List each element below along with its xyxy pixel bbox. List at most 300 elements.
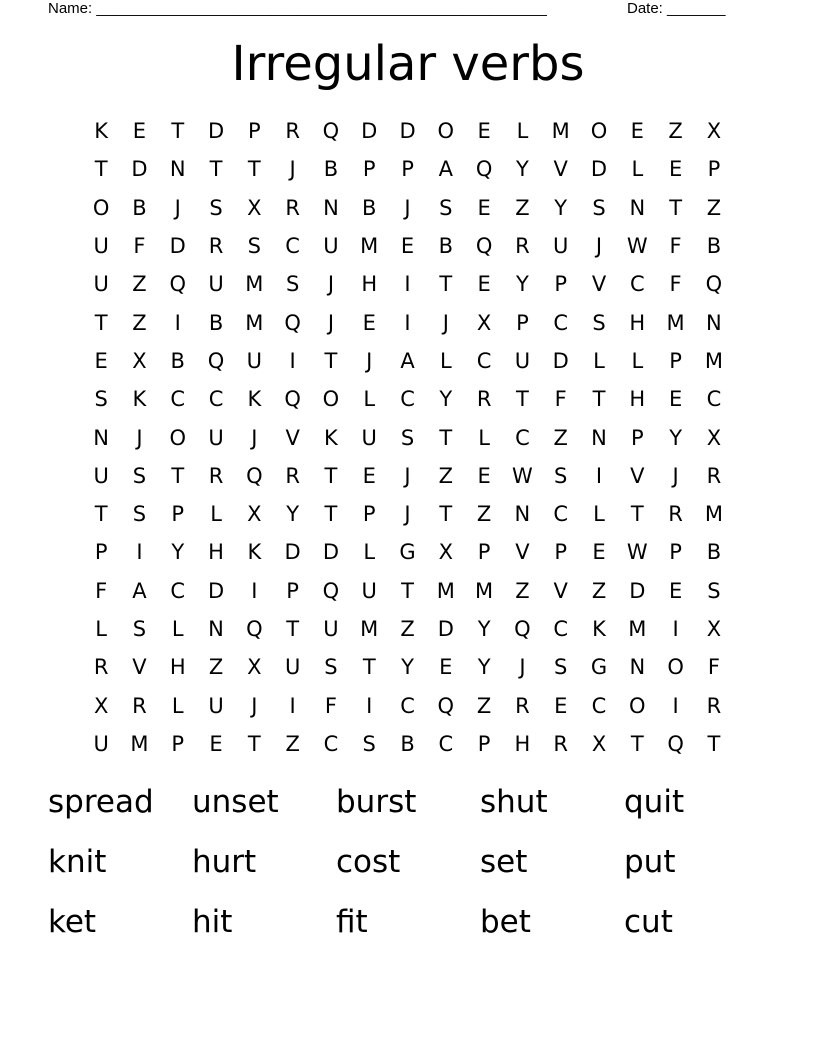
grid-letter: D [322, 540, 340, 565]
grid-letter: U [553, 234, 569, 259]
grid-letter: Q [322, 578, 340, 603]
grid-letter: D [552, 348, 569, 373]
grid-letter: Q [437, 693, 455, 718]
grid-letter: R [93, 655, 109, 680]
grid-letter: Z [553, 425, 568, 450]
word-list-item: hurt [192, 844, 257, 880]
grid-letter: V [553, 578, 568, 603]
grid-letter: N [323, 195, 339, 220]
grid-letter: C [170, 387, 186, 412]
grid-letter: D [207, 119, 225, 144]
grid-letter: T [630, 502, 644, 527]
grid-letter: C [400, 387, 415, 412]
grid-letter: Y [516, 157, 529, 182]
word-list-item: set [480, 844, 528, 880]
grid-letter: E [668, 578, 683, 603]
grid-letter: U [208, 693, 224, 718]
grid-letter: D [284, 540, 301, 565]
grid-letter: U [361, 578, 377, 603]
grid-letter: O [667, 655, 684, 680]
grid-letter: T [94, 157, 108, 182]
grid-letter: R [706, 693, 722, 718]
grid-letter: X [476, 310, 492, 335]
grid-letter: C [208, 387, 224, 412]
grid-letter: J [174, 195, 181, 220]
grid-letter: P [477, 731, 491, 756]
grid-letter: S [400, 425, 415, 450]
grid-letter: M [704, 502, 723, 527]
grid-letter: D [361, 119, 378, 144]
grid-letter: Y [171, 540, 185, 565]
word-list-item: cost [336, 844, 401, 880]
grid-letter: V [553, 157, 568, 182]
grid-letter: Y [477, 617, 491, 641]
grid-letter: M [360, 617, 379, 641]
grid-letter: Z [706, 195, 722, 220]
grid-letter: O [437, 119, 455, 144]
grid-letter: J [366, 348, 373, 373]
grid-letter: X [132, 348, 147, 373]
grid-letter: R [553, 731, 568, 756]
grid-letter: M [130, 731, 149, 756]
grid-letter: L [631, 157, 644, 182]
grid-letter: S [132, 463, 147, 488]
grid-letter: Z [668, 119, 683, 144]
grid-letter: R [515, 234, 530, 259]
grid-letter: P [362, 157, 376, 182]
grid-letter: F [669, 272, 682, 297]
grid-letter: Q [246, 617, 263, 641]
date-line: Date: _______ [627, 0, 726, 17]
grid-letter: P [401, 157, 414, 182]
grid-letter: T [247, 731, 261, 756]
grid-letter: W [626, 234, 648, 259]
grid-letter: T [94, 502, 108, 527]
grid-letter: R [208, 463, 224, 488]
grid-letter: P [171, 731, 185, 756]
grid-letter: Z [438, 463, 454, 488]
grid-letter: U [323, 234, 339, 259]
grid-letter: T [439, 272, 453, 297]
grid-row [82, 342, 734, 380]
word-list-item: put [624, 844, 676, 880]
grid-letter: N [169, 157, 186, 182]
grid-letter: E [94, 348, 108, 373]
grid-letter: U [361, 425, 377, 450]
grid-letter: N [591, 425, 607, 450]
grid-letter: J [442, 310, 449, 335]
grid-letter: I [251, 578, 258, 603]
grid-letter: L [95, 617, 107, 641]
grid-letter: E [209, 731, 223, 756]
grid-letter: Y [477, 655, 491, 680]
grid-letter: U [93, 731, 109, 756]
grid-letter: L [210, 502, 222, 527]
grid-letter: Y [401, 655, 414, 680]
grid-letter: U [208, 272, 224, 297]
grid-letter: T [516, 387, 529, 412]
grid-letter: Z [132, 310, 147, 335]
grid-letter: T [171, 119, 185, 144]
grid-letter: C [170, 578, 186, 603]
grid-letter: U [246, 348, 263, 373]
grid-letter: J [327, 272, 335, 297]
grid-letter: B [132, 195, 147, 220]
grid-letter: T [439, 502, 453, 527]
grid-letter: U [323, 617, 339, 641]
grid-letter: E [630, 119, 644, 144]
grid-letter: R [285, 195, 300, 220]
grid-letter: C [553, 617, 569, 641]
grid-letter: Z [132, 272, 147, 297]
grid-letter: Y [516, 272, 529, 297]
grid-letter: J [595, 234, 603, 259]
grid-letter: D [437, 617, 454, 641]
grid-letter: R [668, 502, 683, 527]
grid-letter: U [93, 272, 109, 297]
grid-letter: Z [515, 195, 530, 220]
grid-letter: F [707, 655, 720, 680]
grid-letter: Q [475, 234, 493, 259]
grid-letter: P [554, 272, 568, 297]
grid-letter: A [400, 348, 415, 373]
grid-letter: Q [322, 119, 340, 144]
grid-letter: C [438, 731, 454, 756]
grid-letter: E [554, 693, 568, 718]
grid-letter: P [94, 540, 108, 565]
grid-letter: T [362, 655, 376, 680]
grid-letter: D [207, 578, 225, 603]
grid-letter: O [169, 425, 186, 450]
grid-letter: R [132, 693, 147, 718]
grid-letter: I [136, 540, 143, 565]
grid-letter: N [514, 502, 531, 527]
grid-letter: T [324, 348, 338, 373]
grid-letter: C [285, 234, 300, 259]
grid-letter: R [208, 234, 224, 259]
grid-letter: X [247, 502, 262, 527]
grid-letter: E [362, 310, 376, 335]
word-list-item: hit [192, 904, 233, 940]
grid-letter: T [286, 617, 300, 641]
grid-letter: S [592, 310, 606, 335]
grid-letter: Z [400, 617, 415, 641]
grid-letter: C [553, 502, 569, 527]
grid-letter: S [132, 617, 147, 641]
grid-letter: X [93, 693, 109, 718]
grid-letter: Q [207, 348, 225, 373]
grid-letter: R [706, 463, 722, 488]
grid-letter: F [95, 578, 108, 603]
grid-letter: R [285, 463, 300, 488]
grid-letter: S [554, 655, 568, 680]
grid-letter: E [592, 540, 606, 565]
grid-letter: K [247, 387, 262, 412]
grid-letter: V [591, 272, 607, 297]
grid-letter: L [631, 348, 644, 373]
grid-letter: I [672, 693, 679, 718]
grid-letter: M [475, 578, 494, 603]
grid-letter: F [324, 693, 337, 718]
grid-letter: Z [208, 655, 224, 680]
word-list-item: knit [48, 844, 107, 880]
grid-letter: E [362, 463, 376, 488]
grid-letter: H [361, 272, 378, 297]
grid-letter: T [669, 195, 683, 220]
grid-letter: D [131, 157, 148, 182]
grid-letter: L [516, 119, 529, 144]
grid-letter: P [362, 502, 376, 527]
grid-letter: S [132, 502, 147, 527]
grid-letter: I [289, 693, 296, 718]
grid-letter: M [704, 348, 723, 373]
grid-letter: L [171, 617, 184, 641]
grid-letter: Y [439, 387, 453, 412]
grid-letter: E [477, 272, 491, 297]
grid-letter: B [362, 195, 377, 220]
grid-row [82, 227, 734, 265]
grid-letter: T [171, 463, 185, 488]
grid-letter: L [363, 387, 376, 412]
grid-letter: Z [476, 502, 492, 527]
grid-letter: E [477, 463, 491, 488]
grid-letter: I [672, 617, 679, 641]
grid-letter: E [132, 119, 147, 144]
grid-letter: P [707, 157, 721, 182]
grid-row [82, 457, 734, 495]
grid-row [82, 150, 734, 188]
grid-letter: K [94, 119, 109, 144]
grid-letter: V [132, 655, 147, 680]
grid-letter: C [323, 731, 339, 756]
grid-letter: U [284, 655, 301, 680]
grid-letter: U [93, 463, 109, 488]
grid-letter: P [554, 540, 568, 565]
word-list-item: unset [192, 784, 279, 820]
grid-letter: I [366, 693, 373, 718]
grid-letter: J [327, 310, 335, 335]
grid-row [82, 495, 734, 533]
grid-letter: A [438, 157, 453, 182]
grid-letter: N [93, 425, 109, 450]
grid-letter: X [706, 119, 722, 144]
word-list-item: burst [336, 784, 417, 820]
grid-letter: X [438, 540, 454, 565]
grid-letter: B [208, 310, 224, 335]
grid-row [82, 265, 734, 303]
grid-letter: S [247, 234, 261, 259]
word-list-item: shut [480, 784, 548, 820]
grid-letter: E [477, 195, 491, 220]
grid-letter: C [400, 693, 415, 718]
word-search-grid [82, 112, 734, 763]
grid-letter: T [401, 578, 414, 603]
grid-letter: D [590, 157, 608, 182]
grid-letter: C [553, 310, 569, 335]
grid-letter: F [554, 387, 567, 412]
word-list-item: cut [624, 904, 673, 940]
grid-letter: T [630, 731, 644, 756]
grid-letter: I [174, 310, 181, 335]
grid-letter: S [209, 195, 223, 220]
grid-letter: M [245, 310, 264, 335]
grid-letter: S [439, 195, 453, 220]
grid-letter: L [593, 502, 605, 527]
name-line: Name: ______________________________________________________ [48, 0, 547, 17]
grid-letter: N [629, 655, 646, 680]
grid-letter: H [514, 731, 531, 756]
grid-letter: L [439, 348, 452, 373]
grid-letter: Q [667, 731, 684, 756]
grid-letter: K [132, 387, 147, 412]
grid-letter: C [591, 693, 607, 718]
grid-letter: J [136, 425, 143, 450]
grid-letter: B [323, 157, 339, 182]
grid-letter: Q [246, 463, 263, 488]
grid-letter: P [669, 540, 682, 565]
grid-letter: H [169, 655, 186, 680]
grid-letter: K [592, 617, 606, 641]
grid-letter: X [247, 195, 262, 220]
grid-letter: H [629, 310, 646, 335]
grid-letter: O [322, 387, 340, 412]
grid-letter: R [476, 387, 492, 412]
grid-letter: X [591, 731, 607, 756]
grid-letter: M [666, 310, 685, 335]
grid-letter: Q [514, 617, 531, 641]
grid-letter: V [515, 540, 530, 565]
grid-letter: H [208, 540, 224, 565]
grid-letter: J [251, 693, 258, 718]
grid-row [82, 572, 734, 610]
grid-letter: P [630, 425, 644, 450]
grid-letter: J [519, 655, 526, 680]
grid-letter: B [170, 348, 185, 373]
grid-letter: M [245, 272, 264, 297]
grid-letter: X [247, 655, 262, 680]
grid-letter: B [400, 731, 415, 756]
grid-letter: E [439, 655, 453, 680]
grid-row [82, 418, 734, 456]
word-list-item: quit [624, 784, 685, 820]
grid-letter: A [132, 578, 147, 603]
grid-letter: G [399, 540, 416, 565]
grid-letter: E [668, 387, 683, 412]
word-list-item: fit [336, 904, 368, 940]
grid-letter: P [669, 348, 682, 373]
grid-letter: J [404, 195, 411, 220]
grid-letter: T [94, 310, 108, 335]
grid-letter: B [438, 234, 454, 259]
grid-letter: L [171, 693, 184, 718]
grid-letter: N [208, 617, 224, 641]
grid-letter: Q [705, 272, 723, 297]
grid-letter: Y [554, 195, 568, 220]
grid-row [82, 725, 734, 763]
grid-letter: P [248, 119, 261, 144]
grid-letter: I [289, 348, 296, 373]
grid-letter: Q [169, 272, 186, 297]
grid-letter: C [706, 387, 722, 412]
grid-letter: L [478, 425, 490, 450]
grid-letter: R [285, 119, 300, 144]
grid-letter: Q [284, 310, 301, 335]
grid-letter: D [399, 119, 416, 144]
grid-letter: C [629, 272, 645, 297]
grid-letter: I [404, 272, 411, 297]
grid-letter: Q [284, 387, 301, 412]
grid-letter: M [628, 617, 647, 641]
grid-letter: C [515, 425, 530, 450]
grid-letter: D [169, 234, 186, 259]
grid-letter: J [672, 463, 679, 488]
grid-letter: U [93, 234, 109, 259]
grid-letter: U [208, 425, 224, 450]
grid-letter: I [595, 463, 603, 488]
grid-letter: S [707, 578, 721, 603]
grid-letter: E [668, 157, 683, 182]
grid-letter: P [286, 578, 299, 603]
grid-letter: S [592, 195, 606, 220]
grid-letter: T [247, 157, 261, 182]
grid-letter: S [324, 655, 338, 680]
grid-letter: T [439, 425, 453, 450]
grid-letter: U [514, 348, 531, 373]
grid-letter: W [626, 540, 648, 565]
grid-letter: L [363, 540, 376, 565]
grid-row [82, 686, 734, 724]
grid-letter: E [400, 234, 415, 259]
grid-letter: C [476, 348, 492, 373]
grid-row [82, 648, 734, 686]
grid-row [82, 189, 734, 227]
grid-letter: N [629, 195, 646, 220]
grid-letter: T [592, 387, 606, 412]
grid-letter: P [171, 502, 185, 527]
grid-row [82, 112, 734, 150]
grid-letter: Q [475, 157, 493, 182]
grid-letter: J [289, 157, 296, 182]
grid-letter: I [404, 310, 411, 335]
grid-letter: K [324, 425, 338, 450]
grid-letter: S [94, 387, 108, 412]
grid-letter: Z [285, 731, 300, 756]
grid-letter: V [630, 463, 645, 488]
grid-letter: P [477, 540, 491, 565]
grid-letter: M [551, 119, 570, 144]
grid-letter: S [285, 272, 300, 297]
grid-letter: J [404, 463, 411, 488]
grid-letter: N [706, 310, 722, 335]
grid-letter: X [706, 617, 722, 641]
grid-letter: H [629, 387, 646, 412]
grid-letter: O [92, 195, 110, 220]
grid-letter: S [554, 463, 568, 488]
grid-letter: V [285, 425, 300, 450]
grid-letter: Y [286, 502, 300, 527]
grid-letter: E [477, 119, 491, 144]
grid-letter: B [706, 540, 722, 565]
page-title: Irregular verbs [231, 36, 585, 92]
grid-letter: O [590, 119, 608, 144]
grid-letter: Z [476, 693, 492, 718]
grid-row [82, 533, 734, 571]
grid-letter: W [512, 463, 533, 488]
grid-letter: B [706, 234, 722, 259]
word-list [48, 777, 768, 957]
grid-letter: Z [591, 578, 607, 603]
grid-letter: O [629, 693, 646, 718]
